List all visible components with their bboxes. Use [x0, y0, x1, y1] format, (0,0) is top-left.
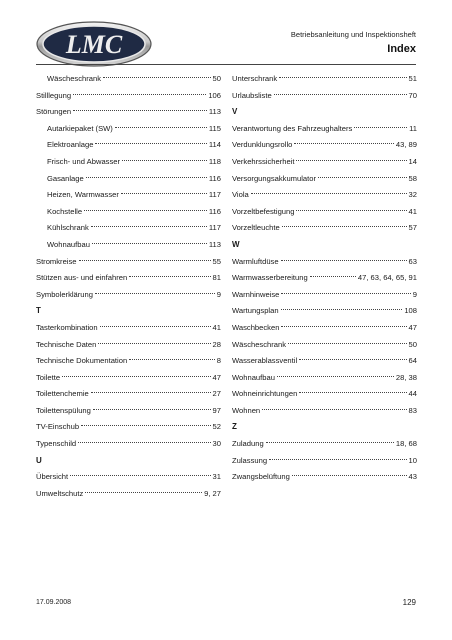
- dot-leader: [91, 392, 211, 393]
- dot-leader: [299, 392, 406, 393]
- index-term: Viola: [232, 190, 249, 200]
- index-page-ref: 63: [408, 256, 417, 266]
- index-entry: [36, 353, 221, 370]
- index-page-ref: 28, 38: [395, 372, 417, 382]
- index-page-ref: 30: [212, 439, 221, 449]
- dot-leader: [93, 409, 211, 410]
- index-term: Stilllegung: [36, 90, 72, 100]
- section-title: Index: [387, 43, 416, 55]
- index-page-ref: 31: [212, 472, 221, 482]
- index-entry: [232, 154, 417, 171]
- dot-leader: [266, 442, 394, 443]
- index-entry: [232, 453, 417, 470]
- dot-leader: [122, 160, 207, 161]
- index-page-ref: 18, 68: [395, 439, 417, 449]
- dot-leader: [103, 77, 211, 78]
- dot-leader: [73, 110, 207, 111]
- dot-leader: [294, 143, 394, 144]
- header-rule: [36, 64, 416, 65]
- index-entry: [232, 88, 417, 105]
- dot-leader: [296, 210, 406, 211]
- index-entry: [232, 337, 417, 354]
- index-term: Zuladung: [232, 439, 264, 449]
- index-term: Warmluftdüse: [232, 256, 279, 266]
- index-term: Vorzeltbefestigung: [232, 206, 295, 216]
- index-letter-heading: Z: [232, 422, 237, 432]
- dot-leader: [85, 492, 202, 493]
- dot-leader: [269, 459, 407, 460]
- index-entry: [36, 386, 221, 403]
- index-term: Störungen: [36, 107, 72, 117]
- dot-leader: [318, 177, 407, 178]
- index-subentry: [36, 237, 221, 254]
- index-page-ref: 115: [208, 123, 221, 133]
- index-term: Autarkiepaket (SW): [47, 123, 113, 133]
- index-subentry: [36, 137, 221, 154]
- index-subentry: [36, 154, 221, 171]
- index-page-ref: 52: [212, 422, 221, 432]
- index-page-ref: 10: [408, 455, 417, 465]
- page-number: 129: [402, 598, 416, 607]
- index-term: Wäscheschrank: [232, 339, 287, 349]
- index-term: Wohnaufbau: [232, 372, 275, 382]
- dot-leader: [262, 409, 406, 410]
- index-page-ref: 116: [208, 206, 221, 216]
- index-term: Wäscheschrank: [47, 74, 102, 83]
- index-page-ref: 9, 27: [204, 488, 221, 498]
- dot-leader: [281, 309, 403, 310]
- index-term: Versorgungsakkumulator: [232, 173, 316, 183]
- index-term: Wartungsplan: [232, 306, 279, 316]
- lmc-logo: [35, 20, 153, 68]
- index-subentry: [36, 187, 221, 204]
- index-term: Warnhinweise: [232, 289, 280, 299]
- index-term: Technische Daten: [36, 339, 97, 349]
- index-entry: [232, 469, 417, 486]
- dot-leader: [98, 343, 210, 344]
- index-term: Frisch- und Abwasser: [47, 156, 121, 166]
- index-term: Wohneinrichtungen: [232, 389, 298, 399]
- index-entry: [36, 320, 221, 337]
- index-subentry: [36, 71, 221, 88]
- index-term: Elektroanlage: [47, 140, 94, 150]
- index-page-ref: 14: [408, 156, 417, 166]
- index-term: Unterschrank: [232, 74, 278, 83]
- index-column-right: [232, 71, 417, 486]
- dot-leader: [121, 193, 207, 194]
- index-term: Kühlschrank: [47, 223, 89, 233]
- index-term: Zulassung: [232, 455, 268, 465]
- index-entry: [232, 403, 417, 420]
- index-page-ref: 113: [208, 107, 221, 117]
- dot-leader: [70, 475, 210, 476]
- index-page-ref: 117: [208, 190, 221, 200]
- index-page-ref: 47, 63, 64, 65, 91: [357, 273, 417, 283]
- index-entry: [232, 386, 417, 403]
- dot-leader: [281, 260, 407, 261]
- index-entry: [232, 303, 417, 320]
- index-entry: [232, 220, 417, 237]
- index-term: TV-Einschub: [36, 422, 80, 432]
- index-entry: [232, 187, 417, 204]
- index-letter-heading: V: [232, 107, 238, 117]
- index-entry: [36, 436, 221, 453]
- index-page-ref: 28: [212, 339, 221, 349]
- index-page-ref: 113: [208, 239, 221, 249]
- index-term: Vorzeltleuchte: [232, 223, 280, 233]
- index-page-ref: 43, 89: [395, 140, 417, 150]
- index-term: Stützen aus- und einfahren: [36, 273, 128, 283]
- dot-leader: [92, 243, 207, 244]
- dot-leader: [129, 276, 210, 277]
- index-page-ref: 58: [408, 173, 417, 183]
- index-subentry: [36, 204, 221, 221]
- dot-leader: [251, 193, 407, 194]
- index-entry: [232, 204, 417, 221]
- dot-leader: [79, 260, 211, 261]
- index-entry: [232, 121, 417, 138]
- dot-leader: [100, 326, 211, 327]
- index-letter-heading: W: [232, 239, 240, 249]
- index-entry: [36, 270, 221, 287]
- index-subentry: [36, 220, 221, 237]
- index-page-ref: 114: [208, 140, 221, 150]
- index-page-ref: 50: [212, 74, 221, 83]
- index-term: Wohnaufbau: [47, 239, 90, 249]
- index-term: Verdunklungsrollo: [232, 140, 293, 150]
- index-entry: [36, 104, 221, 121]
- index-term: Verkehrssicherheit: [232, 156, 295, 166]
- index-page-ref: 50: [408, 339, 417, 349]
- dot-leader: [274, 94, 407, 95]
- index-term: Wohnen: [232, 405, 261, 415]
- dot-leader: [279, 77, 406, 78]
- index-term: Stromkreise: [36, 256, 77, 266]
- index-term: Urlaubsliste: [232, 90, 272, 100]
- index-entry: [232, 137, 417, 154]
- index-page-ref: 108: [404, 306, 417, 316]
- index-term: Übersicht: [36, 472, 69, 482]
- index-entry: [36, 469, 221, 486]
- index-term: Gasanlage: [47, 173, 84, 183]
- dot-leader: [73, 94, 206, 95]
- dot-leader: [81, 425, 210, 426]
- index-page-ref: 70: [408, 90, 417, 100]
- index-entry: [36, 403, 221, 420]
- dot-leader: [95, 143, 206, 144]
- index-page-ref: 97: [212, 405, 221, 415]
- index-entry: [36, 88, 221, 105]
- dot-leader: [277, 376, 394, 377]
- index-page-ref: 83: [408, 405, 417, 415]
- index-term: Toilettenspülung: [36, 405, 91, 415]
- index-term: Symbolerklärung: [36, 289, 93, 299]
- index-page-ref: 116: [208, 173, 221, 183]
- index-entry: [232, 436, 417, 453]
- svg-text:LMC: LMC: [65, 30, 123, 59]
- dot-leader: [282, 226, 407, 227]
- index-term: Tasterkombination: [36, 322, 98, 332]
- index-page-ref: 47: [212, 372, 221, 382]
- dot-leader: [84, 210, 207, 211]
- index-subentry: [36, 121, 221, 138]
- dot-leader: [292, 475, 407, 476]
- dot-leader: [115, 127, 207, 128]
- index-term: Warmwasserbereitung: [232, 273, 308, 283]
- index-page-ref: 118: [208, 156, 221, 166]
- index-entry: [232, 320, 417, 337]
- index-entry: [36, 419, 221, 436]
- index-entry: [232, 270, 417, 287]
- dot-leader: [288, 343, 407, 344]
- index-page-ref: 55: [212, 256, 221, 266]
- dot-leader: [281, 326, 406, 327]
- dot-leader: [354, 127, 407, 128]
- index-term: Waschbecken: [232, 322, 280, 332]
- index-entry: [36, 370, 221, 387]
- index-term: Technische Dokumentation: [36, 356, 128, 366]
- index-letter-heading: U: [36, 455, 42, 465]
- index-entry: [232, 370, 417, 387]
- index-page-ref: 32: [408, 190, 417, 200]
- dot-leader: [91, 226, 207, 227]
- index-entry: [232, 254, 417, 271]
- index-page-ref: 117: [208, 223, 221, 233]
- dot-leader: [281, 293, 410, 294]
- index-page-ref: 9: [216, 289, 221, 299]
- index-subentry: [36, 171, 221, 188]
- index-entry: [36, 337, 221, 354]
- dot-leader: [299, 359, 406, 360]
- index-term: Toilette: [36, 372, 61, 382]
- index-page-ref: 81: [212, 273, 221, 283]
- index-page-ref: 27: [212, 389, 221, 399]
- index-entry: [232, 71, 417, 88]
- index-page-ref: 51: [408, 74, 417, 83]
- index-page-ref: 44: [408, 389, 417, 399]
- index-page-ref: 11: [409, 123, 417, 133]
- dot-leader: [129, 359, 215, 360]
- index-term: Typenschild: [36, 439, 77, 449]
- index-page-ref: 8: [216, 356, 221, 366]
- index-entry: [36, 486, 221, 503]
- index-page-ref: 47: [408, 322, 417, 332]
- dot-leader: [62, 376, 210, 377]
- index-letter-heading: T: [36, 306, 41, 316]
- dot-leader: [296, 160, 406, 161]
- index-entry: [36, 254, 221, 271]
- index-entry: [232, 353, 417, 370]
- index-term: Verantwortung des Fahrzeughalters: [232, 123, 353, 133]
- index-page-ref: 41: [212, 322, 221, 332]
- index-term: Zwangsbelüftung: [232, 472, 290, 482]
- index-term: Heizen, Warmwasser: [47, 190, 119, 200]
- index-term: Wasserablassventil: [232, 356, 298, 366]
- index-page-ref: 57: [408, 223, 417, 233]
- index-term: Toilettenchemie: [36, 389, 89, 399]
- index-page-ref: 106: [208, 90, 221, 100]
- index-entry: [232, 287, 417, 304]
- index-entry: [232, 171, 417, 188]
- index-page-ref: 43: [408, 472, 417, 482]
- index-column-left: [36, 71, 221, 502]
- index-term: Kochstelle: [47, 206, 83, 216]
- index-page-ref: 9: [412, 289, 417, 299]
- index-entry: [36, 287, 221, 304]
- footer-date: 17.09.2008: [36, 599, 72, 606]
- index-page-ref: 41: [408, 206, 417, 216]
- dot-leader: [310, 276, 356, 277]
- index-page-ref: 64: [408, 356, 417, 366]
- dot-leader: [78, 442, 210, 443]
- index-term: Umweltschutz: [36, 488, 84, 498]
- dot-leader: [86, 177, 207, 178]
- document-title: Betriebsanleitung und Inspektionsheft: [290, 30, 416, 39]
- dot-leader: [95, 293, 215, 294]
